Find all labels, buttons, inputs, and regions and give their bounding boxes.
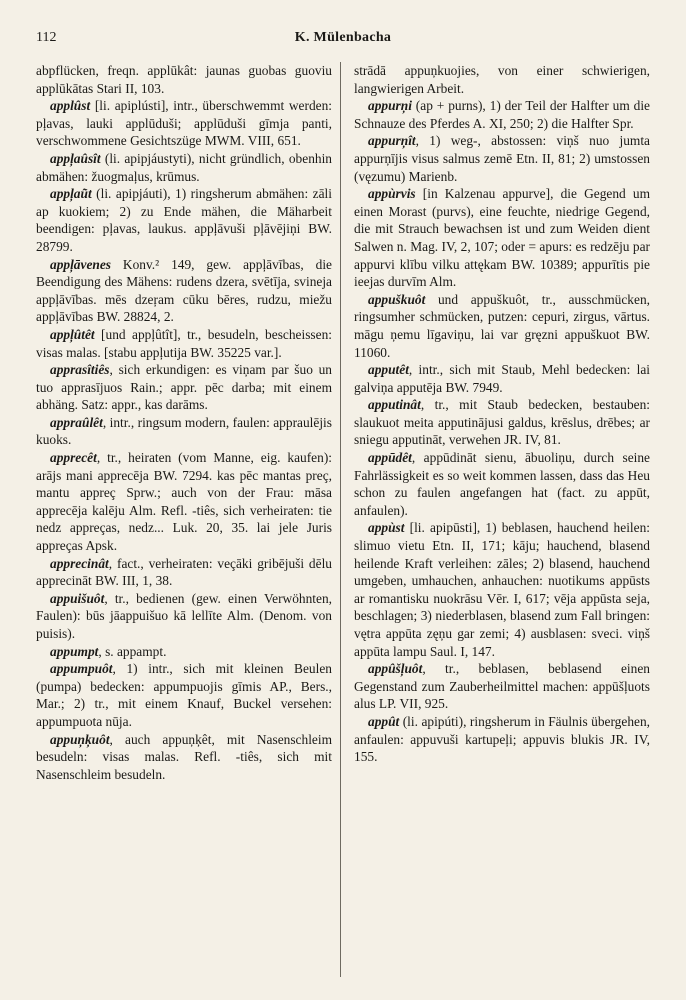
dictionary-entry xyxy=(36,97,332,150)
entry-text: [li. apiplústi], intr., überschwemmt werden: pļavas, lauki applūduši; applūduši gīmja panti, verschwommene Gesichtszüge MWM. VIII, 651. xyxy=(36,98,332,149)
dictionary-entry xyxy=(354,132,650,185)
dictionary-entry xyxy=(36,449,332,555)
entry-headword: appļaũt xyxy=(50,186,92,202)
entry-text: , s. appampt. xyxy=(98,643,167,659)
entry-headword: appurņi xyxy=(368,98,412,114)
entry-text: , 1) weg-, abstossen: viņš nuo jumta appurņījis visus salmus zemē Etn. II, 81; 2) umstossen (vęzumu) Marienb. xyxy=(354,133,650,184)
entry-text: [li. apipūsti], 1) beblasen, hauchend heilen: slimuo vietu Etn. II, 171; kāju; hauchend, blasend heilende Kraft verleihen: zāles; 2) blasend, hauchend umgeben, umhauchen, anhauchen: nuotikums appūsts ar romantisku nuokrāsu Vēr. I, 617; vēja appūsta seja, beschlagen; 3) niederblasen, blasend zum Fall bringen: vętra appūta zęņu gar zemi; 4) ausblasen: sveci. viņš appūta lampu Saul. I, 147. xyxy=(354,520,650,659)
entry-text: , auch appuņķêt, mit Nasenschleim besudeln: visas malas. Refl. -tiês, sich mit Nasenschleim besudeln. xyxy=(36,731,332,782)
entry-headword: appurņît xyxy=(368,133,416,149)
entry-headword: appumpt xyxy=(50,643,99,659)
entry-headword: appùrvis xyxy=(368,186,416,202)
entry-text: (ap + purns), 1) der Teil der Halfter um die Schnauze des Pferdes A. XI, 250; 2) die Halfter Spr. xyxy=(354,98,650,131)
dictionary-entry xyxy=(354,660,650,713)
dictionary-entry xyxy=(36,256,332,326)
entry-headword: apputêt xyxy=(368,362,409,378)
entry-text: , fact., verheiraten: veçāki gribējuši dēlu apprecināt BW. III, 1, 38. xyxy=(36,555,332,589)
entry-text: (li. apipjáustyti), nicht gründlich, obenhin abmähen: žuogmaļus, krūmus. xyxy=(36,150,332,184)
entry-text: , 1) intr., sich mit kleinen Beulen (pumpa) bedecken: appumpuojis gīmis AP., Bers., Mar.; 2) tr., mit einem Knauf, Buckel versehen: appumpuota nūja. xyxy=(36,661,332,729)
entry-headword: apprasîtiês xyxy=(50,362,110,378)
entry-text: Konv.² 149, gew. appļāvības, die Beendigung des Mähens: rudens dzera, svētīja, svineja appļāvības. mēs dzeŗam cūku bēres, rudzu, miežu appļāvības BW. 28824, 2. xyxy=(36,256,332,325)
running-title: K. Mülenbacha xyxy=(294,30,392,45)
entry-headword: apputinât xyxy=(368,397,421,413)
entry-headword: appùst xyxy=(368,520,405,536)
entry-text: , tr., mit Staub bedecken, bestauben: slaukuot meita apputinājusi galdus, krēslus, drēbes; ar sniegu apputināt, verwehen JR. IV, 81. xyxy=(354,397,650,448)
dictionary-entry xyxy=(36,643,332,661)
dictionary-entry xyxy=(36,555,332,590)
entry-text: und appuškuôt, tr., ausschmücken, ringsumher schmücken, putzen: cepuri, zirgus, vārtus. māgu ņemu līgaviņu, lai var gręzni appuškuot BW. 11060. xyxy=(354,291,650,360)
entry-headword: appraûlêt xyxy=(50,414,103,430)
dictionary-entry xyxy=(36,326,332,361)
dictionary-entry xyxy=(36,660,332,730)
entry-text: [in Kalzenau appurve], die Gegend um einen Morast (purvs), eine feuchte, niedrige Gegend, die mit Strauch bewachsen ist und zum Weiden dient Salwen n. Mag. IV, 2, 107; oder = apurs: es redzēju par appurvi klību vilku attękam BW. 10389; appurītis pie ieejas durvīm Alm. xyxy=(354,186,650,290)
page-header xyxy=(36,30,650,50)
dictionary-entry xyxy=(354,185,650,291)
dictionary-entry xyxy=(354,97,650,132)
dictionary-entry xyxy=(36,150,332,185)
entry-headword: appuišuôt xyxy=(50,590,105,606)
dictionary-entry xyxy=(36,590,332,643)
column-divider xyxy=(340,62,341,977)
entry-text: , intr., sich mit Staub, Mehl bedecken: lai galviņa apputēja BW. 7949. xyxy=(354,362,650,395)
entry-headword: appûšļuôt xyxy=(368,661,423,677)
entry-text: , tr., heiraten (vom Manne, eig. kaufen): arājs mani apprecēja BW. 7294. kas pēc mantas preç, mantu appreç Sprw.; auch von der Frau: māsa apprecēja kalēju Alm. Refl. -tiês, sich verheiraten: tie nedz appreças, nedz... Luk. 20, 35. lai jele Juris appreças Apsk. xyxy=(36,450,332,554)
dictionary-entry xyxy=(36,361,332,414)
dictionary-entry xyxy=(36,414,332,449)
entry-headword: appūdêt xyxy=(368,450,412,466)
dictionary-entry xyxy=(36,185,332,255)
dictionary-entry xyxy=(354,396,650,449)
entry-headword: appuņķuôt xyxy=(50,731,110,747)
entry-text: , tr., beblasen, beblasend einen Gegenstand zum Zauberheilmittel machen: appūšļuots alus LP. VII, 925. xyxy=(354,661,650,712)
entry-text: , tr., bedienen (gew. einen Verwöhnten, Faulen): būs jāappuišuo kā lellīte Alm. (Denom. von puisis). xyxy=(36,590,332,641)
dictionary-entry xyxy=(354,62,650,97)
right-column xyxy=(354,62,650,766)
entry-text: strādā appuņkuojies, von einer schwierigen, langwierigen Arbeit. xyxy=(354,63,650,96)
entry-headword: appļûtêt xyxy=(50,326,95,342)
entry-text: , appūdināt sienu, ābuoliņu, durch seine Fahrlässigkeit es so weit kommen lassen, dass das Heu schon zu faulen angefangen hat (fact. zu appūt, anfaulen). xyxy=(354,450,650,518)
entry-text: (li. apipjáuti), 1) ringsherum abmähen: zāli ap kuokiem; 2) zu Ende mähen, die Mäharbeit beendigen: pļavas, laukus. appļāvuši pļāvējiņi BW. 28799. xyxy=(36,186,332,254)
dictionary-entry xyxy=(354,361,650,396)
entry-headword: appļāvenes xyxy=(50,256,111,272)
entry-headword: appût xyxy=(368,713,400,729)
dictionary-entry xyxy=(36,731,332,784)
left-column xyxy=(36,62,332,783)
dictionary-entry xyxy=(36,62,332,97)
dictionary-entry xyxy=(354,449,650,519)
dictionary-entry xyxy=(354,291,650,361)
entry-headword: apprecêt xyxy=(50,450,97,466)
entry-text: abpflücken, freqn. applūkât: jaunas guobas guoviu applūkātas Stari II, 103. xyxy=(36,63,332,96)
entry-headword: appuškuôt xyxy=(368,291,426,307)
entry-headword: apprecinât xyxy=(50,555,109,571)
page-number: 112 xyxy=(36,30,57,45)
entry-headword: applûst xyxy=(50,98,91,114)
entry-text: (li. apipúti), ringsherum in Fäulnis übergehen, anfaulen: appuvuši kartupeļi; appuvis blukis JR. IV, 155. xyxy=(354,713,650,765)
entry-headword: appumpuôt xyxy=(50,661,113,677)
entry-headword: appļaûsît xyxy=(50,150,101,166)
entry-text: [und appļûtît], tr., besudeln, bescheissen: visas malas. [stabu appļutija BW. 35225 var.]. xyxy=(36,326,332,360)
entry-text: , sich erkundigen: es viņam par šuo un tuo apprasījuos Rain.; appr. pēc darba; mit einem abhäng. Satz: appr., kas darāms. xyxy=(36,362,332,413)
entry-text: , intr., ringsum modern, faulen: appraulējis kuoks. xyxy=(36,414,332,448)
dictionary-entry xyxy=(354,713,650,766)
dictionary-entry xyxy=(354,519,650,660)
